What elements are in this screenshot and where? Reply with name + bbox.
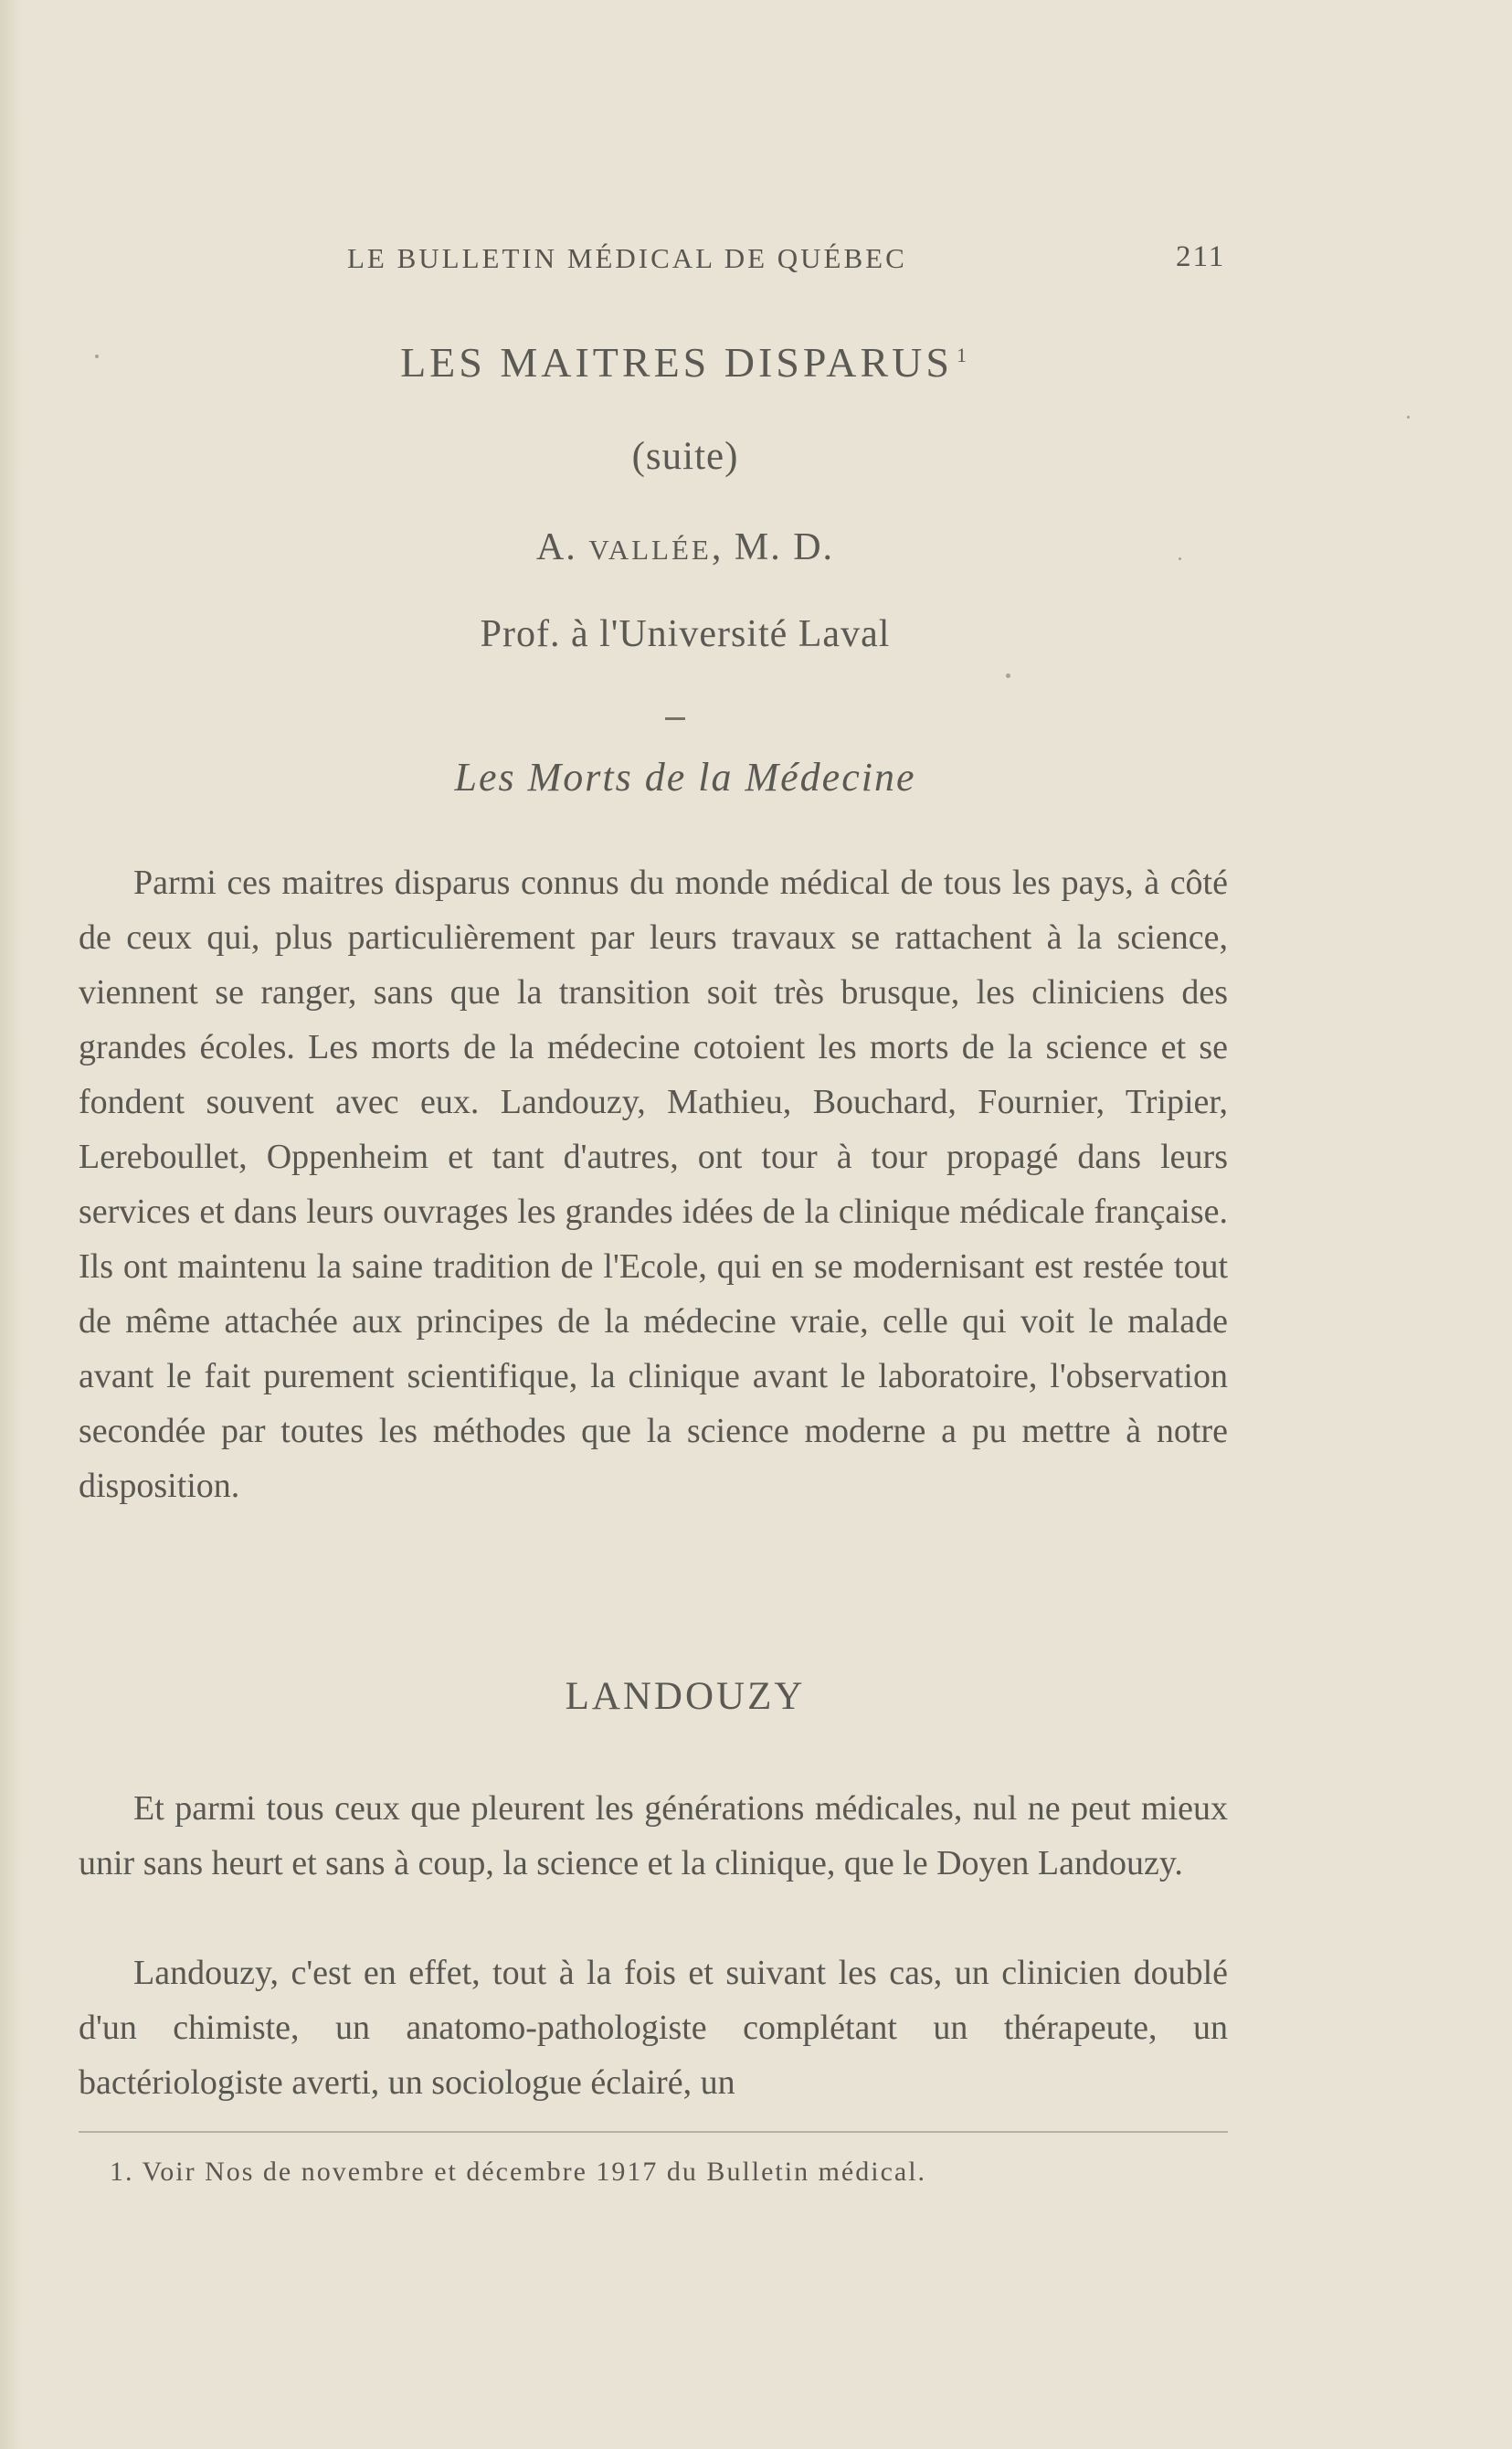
footnote-rule: [79, 2131, 1228, 2133]
page-number: 211: [1176, 240, 1226, 273]
author-line: [0, 525, 1370, 569]
paper-speck: [95, 355, 99, 358]
footnote-marker: 1: [956, 343, 970, 366]
paper-speck: [1407, 416, 1410, 419]
section-heading-landouzy: LANDOUZY: [565, 1675, 806, 1718]
running-title: LE BULLETIN MÉDICAL DE QUÉBEC: [347, 242, 907, 274]
article-title-text: LES MAITRES DISPARUS: [400, 339, 953, 386]
separator-dash: [665, 717, 685, 720]
footnote: 1. Voir Nos de novembre et décembre 1917 du Bulletin médical.: [110, 2157, 927, 2187]
article-title: [0, 338, 1370, 387]
author-affiliation: Prof. à l'Université Laval: [480, 613, 891, 655]
article-subtitle: (suite): [631, 435, 739, 478]
paragraph-landouzy-2: Landouzy, c'est en effet, tout à la fois et suivant les cas, un clinicien doublé d'un chimiste, un anatomo-pathologiste complétant un thérapeute, un bactériologiste averti, un sociologue éclairé, un: [79, 1954, 1228, 2102]
paper-speck: [1179, 557, 1181, 560]
paragraph-landouzy-1: Et parmi tous ceux que pleurent les générations médicales, nul ne peut mieux unir sans heurt et sans à coup, la science et la clinique, que le Doyen Landouzy.: [79, 1789, 1228, 1882]
author-suffix: , M. D.: [711, 526, 835, 568]
author-initial: A.: [535, 526, 577, 568]
paper-speck: [1006, 673, 1010, 678]
section-title: Les Morts de la Médecine: [454, 755, 916, 800]
author-surname: VALLÉE: [588, 534, 712, 566]
paragraph-intro: Parmi ces maitres disparus connus du monde médical de tous les pays, à côté de ceux qui, plus particulièrement par leurs travaux se rattachent à la science, viennent se ranger, sans que la transition soit très brusque, les cliniciens des grandes écoles. Les morts de la médecine cotoient les morts de la science et se fondent souvent avec eux. Landouzy, Mathieu, Bouchard, Fournier, Tripier, Lereboullet, Oppenheim et tant d'autres, ont tour à tour propagé dans leurs services et dans leurs ouvrages les grandes idées de la clinique médicale française. Ils ont maintenu la saine tradition de l'Ecole, qui en se modernisant est restée tout de même attachée aux principes de la médecine vraie, celle qui voit le malade avant le fait purement scientifique, la clinique avant le laboratoire, l'observation secondée par toutes les méthodes que la science moderne a pu mettre à notre disposition.: [79, 864, 1228, 1505]
